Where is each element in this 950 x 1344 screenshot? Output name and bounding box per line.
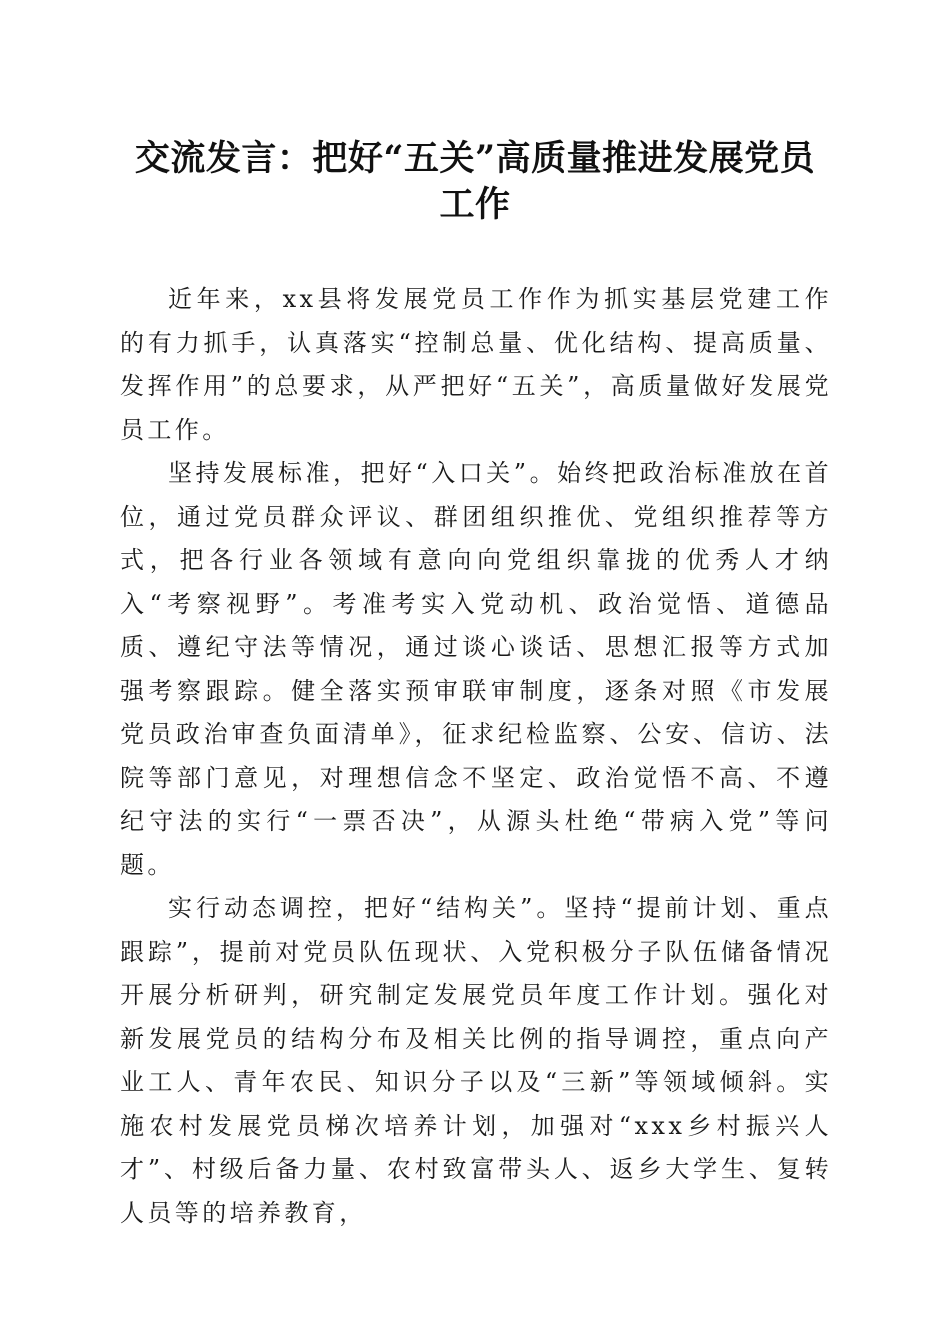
paragraph-intro: 近年来，xx县将发展党员工作作为抓实基层党建工作的有力抓手，认真落实“控制总量、优化结构、提高质量、发挥作用”的总要求，从严把好“五关”，高质量做好发展党员工作。 bbox=[120, 285, 832, 444]
paragraph-entry-gate: 坚持发展标准，把好“入口关”。始终把政治标准放在首位，通过党员群众评议、群团组织推优、党组织推荐等方式，把各行业各领域有意向向党组织靠拢的优秀人才纳入“考察视野”。考准考实入党动机、政治觉悟、道德品质、遵纪守法等情况，通过谈心谈话、思想汇报等方式加强考察跟踪。健全落实预审联审制度，逐条对照《市发展党员政治审查负面清单》，征求纪检监察、公安、信访、法院等部门意见，对理想信念不坚定、政治觉悟不高、不遵纪守法的实行“一票否决”，从源头杜绝“带病入党”等问题。 bbox=[120, 459, 832, 879]
title-line-1: 交流发言：把好“五关”高质量推进发展党员 bbox=[134, 138, 816, 179]
document-body bbox=[120, 278, 832, 1235]
document-title bbox=[110, 136, 840, 228]
title-line-2: 工作 bbox=[439, 184, 511, 225]
paragraph-structure-gate: 实行动态调控，把好“结构关”。坚持“提前计划、重点跟踪”，提前对党员队伍现状、入党积极分子队伍储备情况开展分析研判，研究制定发展党员年度工作计划。强化对新发展党员的结构分布及相关比例的指导调控，重点向产业工人、青年农民、知识分子以及“三新”等领域倾斜。实施农村发展党员梯次培养计划，加强对“xxx乡村振兴人才”、村级后备力量、农村致富带头人、返乡大学生、复转人员等的培养教育， bbox=[120, 894, 832, 1227]
